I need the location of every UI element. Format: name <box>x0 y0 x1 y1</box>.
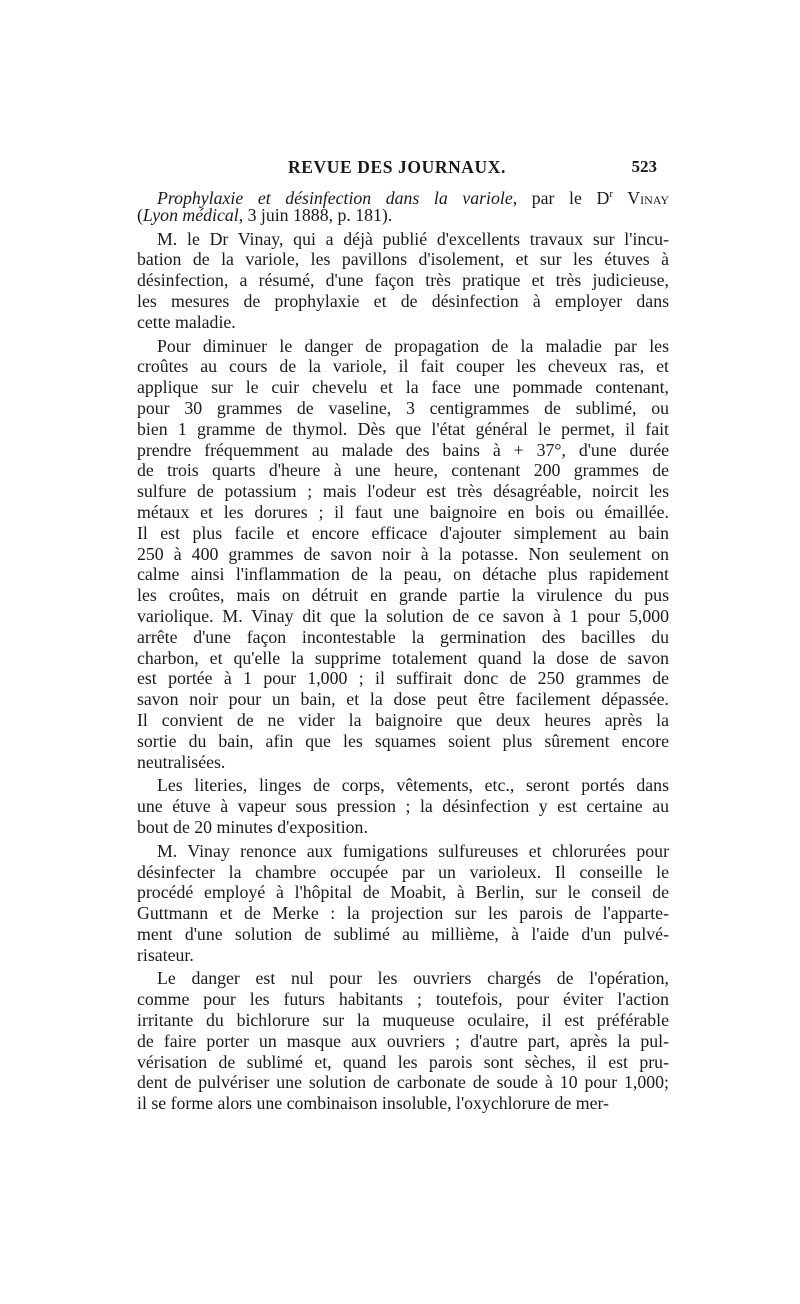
text-line: procédé employé à l'hôpital de Moabit, à Berlin, sur le conseil de <box>137 882 669 903</box>
text-line: croûtes au cours de la variole, il fait couper les cheveux ras, et <box>137 356 669 377</box>
text-line: dent de pulvériser une solution de carbonate de soude à 10 pour 1,000; <box>137 1072 669 1093</box>
text-line: Guttmann et de Merke : la projection sur les parois de l'apparte- <box>137 903 669 924</box>
text-line: pour 30 grammes de vaseline, 3 centigrammes de sublimé, ou <box>137 397 669 418</box>
text-line: neutralisées. <box>137 751 226 772</box>
text-line: de faire porter un masque aux ouvriers ; d'autre part, après la pul- <box>137 1030 669 1051</box>
text-line: variolique. M. Vinay dit que la solution de ce savon à 1 pour 5,000 <box>137 605 669 626</box>
article-body <box>137 184 669 1114</box>
text-line: les mesures de prophylaxie et de désinfection à employer dans <box>137 290 669 311</box>
text-line: M. Vinay renonce aux fumigations sulfureuses et chlorurées pour <box>157 840 669 861</box>
text-line: cette maladie. <box>137 311 236 332</box>
article-author: Vinay <box>613 187 669 208</box>
source-open-paren: ( <box>137 204 143 225</box>
page-header <box>137 157 657 181</box>
title-superscript: r <box>609 188 613 200</box>
text-line: de trois quarts d'heure à une heure, contenant 200 grammes de <box>137 460 669 481</box>
text-line: Il convient de ne vider la baignoire que deux heures après la <box>137 709 669 730</box>
text-line: bien 1 gramme de thymol. Dès que l'état général le permet, il fait <box>137 418 669 439</box>
text-line: métaux et les dorures ; il faut une baignoire en bois ou émaillée. <box>137 501 669 522</box>
title-separator: , par le D <box>512 187 610 208</box>
text-line: il se forme alors une combinaison insoluble, l'oxychlorure de mer- <box>137 1093 609 1114</box>
paragraphs <box>137 229 669 1114</box>
text-line: sulfure de potassium ; mais l'odeur est très désagréable, noircit les <box>137 481 669 502</box>
source-details: , 3 juin 1888, p. 181). <box>238 204 393 225</box>
paragraph <box>137 841 669 966</box>
text-line: est portée à 1 pour 1,000 ; il suffirait donc de 250 grammes de <box>137 668 669 689</box>
text-line: Les literies, linges de corps, vêtements, etc., seront portés dans <box>157 775 669 796</box>
text-line: Le danger est nul pour les ouvriers chargés de l'opération, <box>157 968 669 989</box>
text-line: charbon, et qu'elle la supprime totalement quand la dose de savon <box>137 647 669 668</box>
journal-name: Lyon médical <box>142 204 239 225</box>
text-line: vérisation de sublimé et, quand les parois sont sèches, il est pru- <box>137 1051 669 1072</box>
text-line: calme ainsi l'inflammation de la peau, on détache plus rapidement <box>137 564 669 585</box>
paragraph <box>137 336 669 773</box>
text-line: Il est plus facile et encore efficace d'ajouter simplement au bain <box>137 522 669 543</box>
text-line: sortie du bain, afin que les squames soient plus sûrement encore <box>137 730 669 751</box>
text-line: désinfection, a résumé, d'une façon très pratique et très judicieuse, <box>137 270 669 291</box>
page-number: 523 <box>631 157 657 176</box>
text-line: bation de la variole, les pavillons d'isolement, et sur les étuves à <box>137 249 669 270</box>
running-title: REVUE DES JOURNAUX. <box>287 157 507 177</box>
article-title: Prophylaxie et désinfection dans la variole <box>157 187 513 208</box>
text-line: 250 à 400 grammes de savon noir à la potasse. Non seulement on <box>137 543 669 564</box>
text-line: arrête d'une façon incontestable la germination des bacilles du <box>137 626 669 647</box>
text-line: désinfecter la chambre occupée par un varioleux. Il conseille le <box>137 861 669 882</box>
text-line: savon noir pour un bain, et la dose peut être facilement dépassée. <box>137 689 669 710</box>
paragraph <box>137 968 669 1114</box>
text-line: Pour diminuer le danger de propagation de la maladie par les <box>157 335 669 356</box>
text-line: bout de 20 minutes d'exposition. <box>137 816 368 837</box>
text-line: irritante du bichlorure sur la muqueuse oculaire, il est préférable <box>137 1010 669 1031</box>
paragraph <box>137 229 669 333</box>
text-line: prendre fréquemment au malade des bains à + 37°, d'une durée <box>137 439 669 460</box>
text-line: applique sur le cuir chevelu et la face une pommade contenant, <box>137 377 669 398</box>
article-title-line <box>137 184 669 208</box>
paragraph <box>137 775 669 837</box>
text-line: comme pour les futurs habitants ; toutefois, pour éviter l'action <box>137 989 669 1010</box>
text-line: M. le Dr Vinay, qui a déjà publié d'excellents travaux sur l'incu- <box>157 228 669 249</box>
text-line: une étuve à vapeur sous pression ; la désinfection y est certaine au <box>137 796 669 817</box>
text-line: les croûtes, mais on détruit en grande partie la virulence du pus <box>137 585 669 606</box>
text-line: ment d'une solution de sublimé au millième, à l'aide d'un pulvé- <box>137 923 669 944</box>
text-line: risateur. <box>137 944 194 965</box>
